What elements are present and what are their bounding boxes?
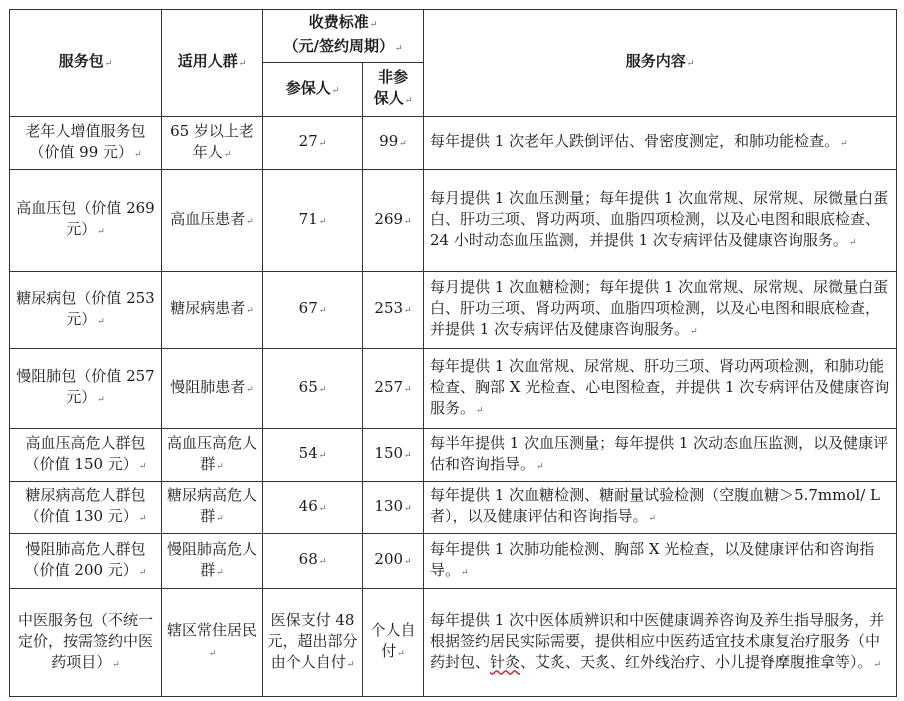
header-uninsured-line2: 保人 ↵ <box>367 88 419 112</box>
package-name: 糖尿病包（价值 253 元） ↵ <box>10 272 162 349</box>
service-content-part2: 针灸 <box>490 652 521 671</box>
header-uninsured-line1: 非参 <box>377 68 408 86</box>
uninsured-fee: 257 ↵ <box>363 349 424 429</box>
insured-fee: 65 ↵ <box>263 349 363 429</box>
service-content: 每年提供 1 次血常规、尿常规、肝功三项、肾功两项检测，和肺功能检查、胸部 X 光检查、心电图检查，并提供 1 次专病评估及健康咨询服务。 ↵ <box>424 349 897 429</box>
service-content <box>424 589 897 697</box>
service-content-part3: 、艾炙、天炙、红外线治疗、小儿提脊摩腹推拿等）。 ↵ <box>520 653 881 671</box>
uninsured-fee: 99 ↵ <box>363 117 424 170</box>
header-content: 服务内容 ↵ <box>424 10 897 117</box>
header-insured: 参保人 ↵ <box>263 63 363 117</box>
population: 糖尿病高危人群 ↵ <box>162 482 263 534</box>
service-content: 每年提供 1 次肺功能检测、胸部 X 光检查，以及健康评估和咨询指导。 ↵ <box>424 534 897 589</box>
package-name: 高血压包（价值 269 元） ↵ <box>10 170 162 272</box>
uninsured-fee: 150 ↵ <box>363 429 424 482</box>
uninsured-fee: 个人自付 ↵ <box>363 589 424 697</box>
service-content: 每月提供 1 次血糖检测；每年提供 1 次血常规、尿常规、尿微量白蛋白、肝功三项、肾功两项、血脂四项检测，以及心电图和眼底检查，并提供 1 次专病评估及健康咨询服务。 ↵ <box>424 272 897 349</box>
service-content: 每年提供 1 次血糖检测、糖耐量试验检测（空腹血糖＞5.7mmol/ L 者），以及健康评估和咨询指导。 ↵ <box>424 482 897 534</box>
service-content-part1: 每年提供 1 次中医体质辨识和中医健康调养咨询及养生指导服务，并根据签约居民实际需要，提供相应中医药适宜技术康复治疗服务（中药封包、 <box>430 610 885 671</box>
table-row <box>10 117 897 170</box>
table-row <box>10 272 897 349</box>
insured-fee: 46 ↵ <box>263 482 363 534</box>
uninsured-fee: 130 ↵ <box>363 482 424 534</box>
insured-fee: 71 ↵ <box>263 170 363 272</box>
insured-fee: 67 ↵ <box>263 272 363 349</box>
package-name: 慢阻肺包（价值 257 元） ↵ <box>10 349 162 429</box>
package-name: 中医服务包（不统一定价，按需签约中医药项目） ↵ <box>10 589 162 697</box>
insured-fee: 医保支付 48 元，超出部分由个人自付 ↵ <box>263 589 363 697</box>
service-content: 每年提供 1 次老年人跌倒评估、骨密度测定，和肺功能检查。 ↵ <box>424 117 897 170</box>
header-fee <box>263 10 424 63</box>
service-content: 每半年提供 1 次血压测量；每年提供 1 次动态血压监测，以及健康评估和咨询指导。 ↵ <box>424 429 897 482</box>
header-fee-subtitle: （元/签约周期） ↵ <box>267 36 419 60</box>
header-population: 适用人群 ↵ <box>162 10 263 117</box>
package-name: 慢阻肺高危人群包（价值 200 元） ↵ <box>10 534 162 589</box>
uninsured-fee: 253 ↵ <box>363 272 424 349</box>
table-row <box>10 170 897 272</box>
header-uninsured <box>363 63 424 117</box>
header-package: 服务包 ↵ <box>10 10 162 117</box>
header-fee-title: 收费标准 ↵ <box>267 12 419 36</box>
service-content: 每月提供 1 次血压测量；每年提供 1 次血常规、尿常规、尿微量白蛋白、肝功三项、肾功两项、血脂四项检测，以及心电图和眼底检查、24 小时动态血压监测，并提供 1 次专病评估及健康咨询服务。 ↵ <box>424 170 897 272</box>
table-row <box>10 482 897 534</box>
package-name: 糖尿病高危人群包（价值 130 元） ↵ <box>10 482 162 534</box>
package-name: 老年人增值服务包（价值 99 元） ↵ <box>10 117 162 170</box>
insured-fee: 27 ↵ <box>263 117 363 170</box>
population: 高血压高危人群 ↵ <box>162 429 263 482</box>
insured-fee: 54 ↵ <box>263 429 363 482</box>
population: 辖区常住居民 ↵ <box>162 589 263 697</box>
table-row <box>10 429 897 482</box>
table-row <box>10 534 897 589</box>
population: 高血压患者 ↵ <box>162 170 263 272</box>
uninsured-fee: 200 ↵ <box>363 534 424 589</box>
population: 慢阻肺高危人群 ↵ <box>162 534 263 589</box>
insured-fee: 68 ↵ <box>263 534 363 589</box>
uninsured-fee: 269 ↵ <box>363 170 424 272</box>
table-row <box>10 349 897 429</box>
population: 65 岁以上老年人 ↵ <box>162 117 263 170</box>
fee-table <box>9 9 897 697</box>
table-row <box>10 589 897 697</box>
population: 慢阻肺患者 ↵ <box>162 349 263 429</box>
population: 糖尿病患者 ↵ <box>162 272 263 349</box>
package-name: 高血压高危人群包（价值 150 元） ↵ <box>10 429 162 482</box>
